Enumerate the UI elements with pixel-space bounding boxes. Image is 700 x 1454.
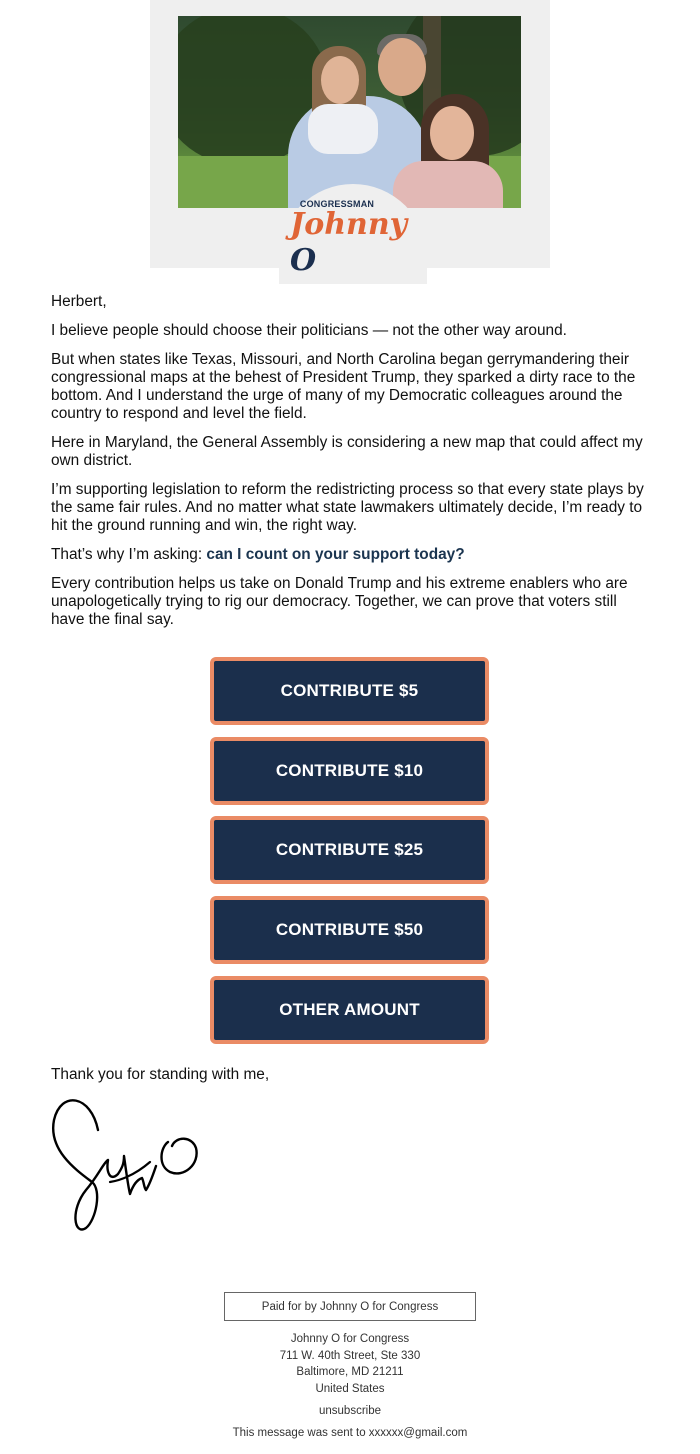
unsubscribe-link[interactable]: unsubscribe [318, 1405, 381, 1417]
logo-last-name: O [290, 243, 317, 278]
sent-to-notice: This message was sent to xxxxxx@gmail.com [232, 1427, 468, 1439]
greeting: Herbert, [51, 293, 107, 310]
letter-paragraph: I’m supporting legislation to reform the redistricting process so that every state plays by the same fair rules. And no matter what state lawmakers ultimately decide, I’m ready to hit the ground running and win, the right way. [51, 481, 644, 534]
footer-city: Baltimore, MD 21211 [296, 1366, 404, 1378]
letter-paragraph: Every contribution helps us take on Donald Trump and his extreme enablers who are unapologetically trying to rig our democracy. Together, we can prove that voters still have the final say. [51, 575, 628, 628]
signature-image [46, 1090, 216, 1240]
footer-address [0, 1331, 700, 1397]
other-amount-button[interactable]: OTHER AMOUNT [210, 976, 489, 1044]
footer-country: United States [315, 1382, 385, 1395]
footer-street: 711 W. 40th Street, Ste 330 [279, 1349, 421, 1362]
ask-paragraph [51, 546, 651, 564]
ask-cta: can I count on your support today? [206, 546, 465, 563]
ask-prefix: That’s why I’m asking: [51, 546, 207, 563]
letter-paragraph: But when states like Texas, Missouri, and North Carolina began gerrymandering their congressional maps at the behest of President Trump, they sparked a dirty race to the bottom. And I understand the urge of many of my Democratic colleagues around the country to respond and level the field. [51, 351, 636, 422]
logo-name [290, 207, 430, 279]
logo-first-name: Johnny [290, 207, 408, 242]
header-banner [150, 0, 550, 278]
family-photo [178, 16, 521, 208]
contribute-5-button[interactable]: CONTRIBUTE $5 [210, 657, 489, 725]
signoff: Thank you for standing with me, [51, 1066, 270, 1083]
contribute-10-button[interactable]: CONTRIBUTE $10 [210, 737, 489, 805]
logo-prefix: CONGRESSMAN [299, 199, 375, 209]
letter-paragraph: Here in Maryland, the General Assembly is considering a new map that could affect my own district. [51, 434, 643, 469]
letter-body [51, 293, 651, 640]
paid-for-disclaimer: Paid for by Johnny O for Congress [224, 1292, 476, 1321]
contribute-50-button[interactable]: CONTRIBUTE $50 [210, 896, 489, 964]
footer-org: Johnny O for Congress [290, 1333, 410, 1345]
letter-paragraph: I believe people should choose their politicians — not the other way around. [51, 322, 567, 339]
contribute-25-button[interactable]: CONTRIBUTE $25 [210, 816, 489, 884]
